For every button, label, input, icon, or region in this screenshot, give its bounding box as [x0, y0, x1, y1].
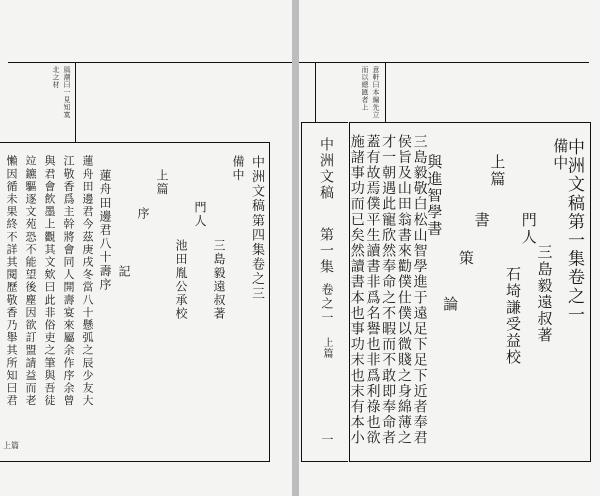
left-margin-mark: 上篇 — [3, 441, 19, 450]
headnote-line: 風潮曰一見知寞 — [63, 66, 71, 119]
text-column: 池田胤公承校 — [174, 239, 188, 321]
text-column: 與進智學書 — [425, 154, 444, 237]
text-column: 三島毅遠叔著 — [212, 239, 226, 321]
text-column: 與君會飲墨上觀其文欸曰此非俗吏之筆與吾徒 — [43, 155, 56, 407]
spine-page-number: 一 — [320, 433, 334, 445]
text-column: 侯旨及山田翁書來勸僕仕僕以微賤之身綿薄之 — [395, 134, 412, 446]
text-column: 江敬香爲主幹將會同人開壽宴來屬余作序余曾 — [62, 155, 75, 407]
spine-band — [301, 122, 348, 462]
right-top-rule — [299, 62, 589, 63]
spine-section: 上篇 — [321, 337, 332, 359]
right-headnote-divider — [315, 62, 316, 122]
text-column: 門人 — [193, 201, 207, 229]
text-column: 蓮舟田邊君今茲庚戌冬當八十懸弧之辰少友大 — [81, 155, 94, 407]
text-column: 書 — [472, 212, 491, 229]
text-column: 上篇 — [488, 154, 507, 188]
text-column: 論 — [441, 296, 460, 313]
headnote-line: 而以總匯者上 — [361, 66, 369, 111]
text-column: 策 — [456, 250, 475, 267]
right-page — [299, 0, 600, 496]
text-column: 記 — [117, 265, 131, 279]
text-column: 三島毅敬白松山智學進于遠足下足下近者奉君 — [411, 134, 428, 446]
text-column: 三島毅遠叔著 — [535, 244, 554, 344]
headnote-line: 意軒曰本編先立 — [372, 66, 380, 119]
book-gutter — [292, 0, 299, 496]
left-text-block — [0, 145, 266, 457]
text-column: 蓮舟田邊君八十壽序 — [98, 169, 112, 292]
text-column: 石埼謙受益校 — [504, 266, 523, 366]
text-column: 才一朝遇此寵欣然奉命之不暇而不敢即奉命者 — [380, 134, 397, 446]
left-headnote-divider — [75, 62, 76, 142]
spine-title: 中洲文稿 — [318, 137, 334, 201]
text-column: 門人 — [519, 212, 538, 246]
text-column: 懶因循未果終不詳其閱歷敬香乃舉其所知曰君 — [5, 155, 18, 407]
text-column: 中洲文稿第一集卷之一 — [563, 138, 584, 324]
text-column: 序 — [136, 207, 150, 221]
spine-chapter: 卷之一 — [320, 283, 334, 325]
headnote-line: 北之材 — [52, 66, 60, 89]
left-top-rule — [8, 62, 292, 63]
text-column: 上篇 — [155, 169, 169, 197]
spine-volume: 第一集 — [318, 227, 334, 275]
text-column: 蓋有故焉僕平生讀書非爲名譽也非爲利祿也欲 — [364, 134, 381, 446]
text-column: 中洲文稿第四集卷之三 — [249, 155, 264, 301]
right-text-block — [348, 124, 587, 458]
right-headnote-divider-2 — [385, 62, 386, 122]
left-page — [0, 0, 292, 496]
text-column: 備中 — [231, 155, 245, 183]
text-column: 竝鑣驅逐文苑恐不能望後塵因欲訂盟請益而老 — [24, 155, 37, 407]
text-column: 施諸事功而已矣然讀書本也事功末也末有本小 — [348, 134, 365, 446]
text-column: 備中 — [551, 138, 570, 172]
